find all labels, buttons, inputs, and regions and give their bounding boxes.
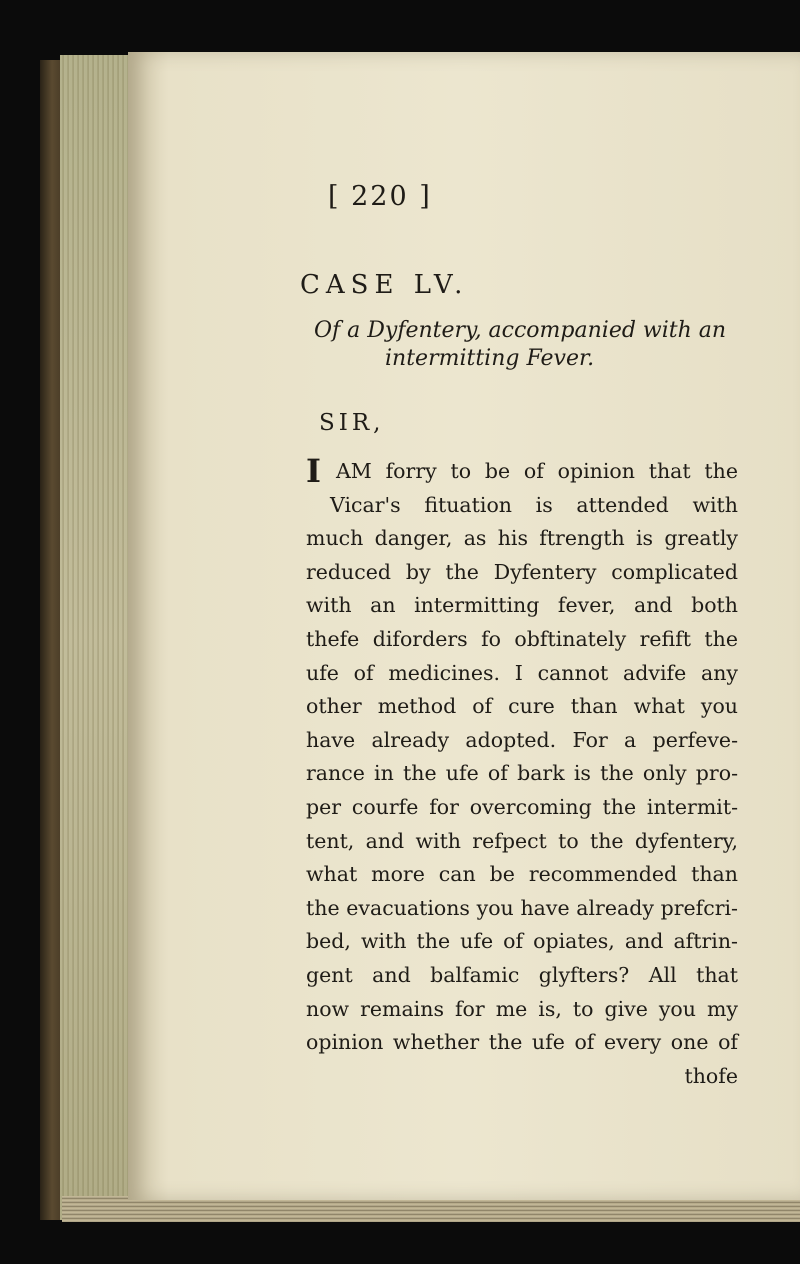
body-text xyxy=(306,455,738,1093)
catchword: thofe xyxy=(684,1063,738,1088)
body-line: reduced by the Dyfentery complicated xyxy=(306,559,738,584)
page-number: [ 220 ] xyxy=(328,181,432,212)
drop-cap: I xyxy=(306,452,321,490)
body-line: AM forry to be of opinion that the xyxy=(336,459,738,483)
body-line: Vicar's fituation is attended with xyxy=(330,492,738,517)
body-line: ufe of medicines. I cannot advife any xyxy=(306,660,738,685)
body-line: per courfe for overcoming the intermit- xyxy=(306,794,738,819)
subtitle-line-2: intermitting Fever. xyxy=(385,346,595,371)
body-line: now remains for me is, to give you my xyxy=(306,996,738,1021)
subtitle-line-1: Of a Dyfentery, accompanied with an xyxy=(314,318,727,343)
body-line: the evacuations you have already prefcri- xyxy=(306,895,738,920)
body-line: bed, with the ufe of opiates, and aftrin- xyxy=(306,929,738,954)
body-line: with an intermitting fever, and both xyxy=(306,593,738,618)
body-line: gent and balfamic glyfters? All that xyxy=(306,962,738,987)
body-line: other method of cure than what you xyxy=(306,694,738,719)
case-title: CASE LV. xyxy=(300,270,469,300)
body-line: much danger, as his ftrength is greatly xyxy=(306,526,738,551)
body-line: tent, and with refpect to the dyfentery, xyxy=(306,828,738,853)
body-line: thefe diforders fo obftinately refift the xyxy=(306,626,738,651)
body-line: what more can be recommended than xyxy=(306,862,738,887)
salutation: SIR, xyxy=(319,410,385,436)
body-line: opinion whether the ufe of every one of xyxy=(306,1030,738,1055)
body-line: rance in the ufe of bark is the only pro- xyxy=(306,761,738,786)
body-line: have already adopted. For a perfeve- xyxy=(306,727,738,752)
